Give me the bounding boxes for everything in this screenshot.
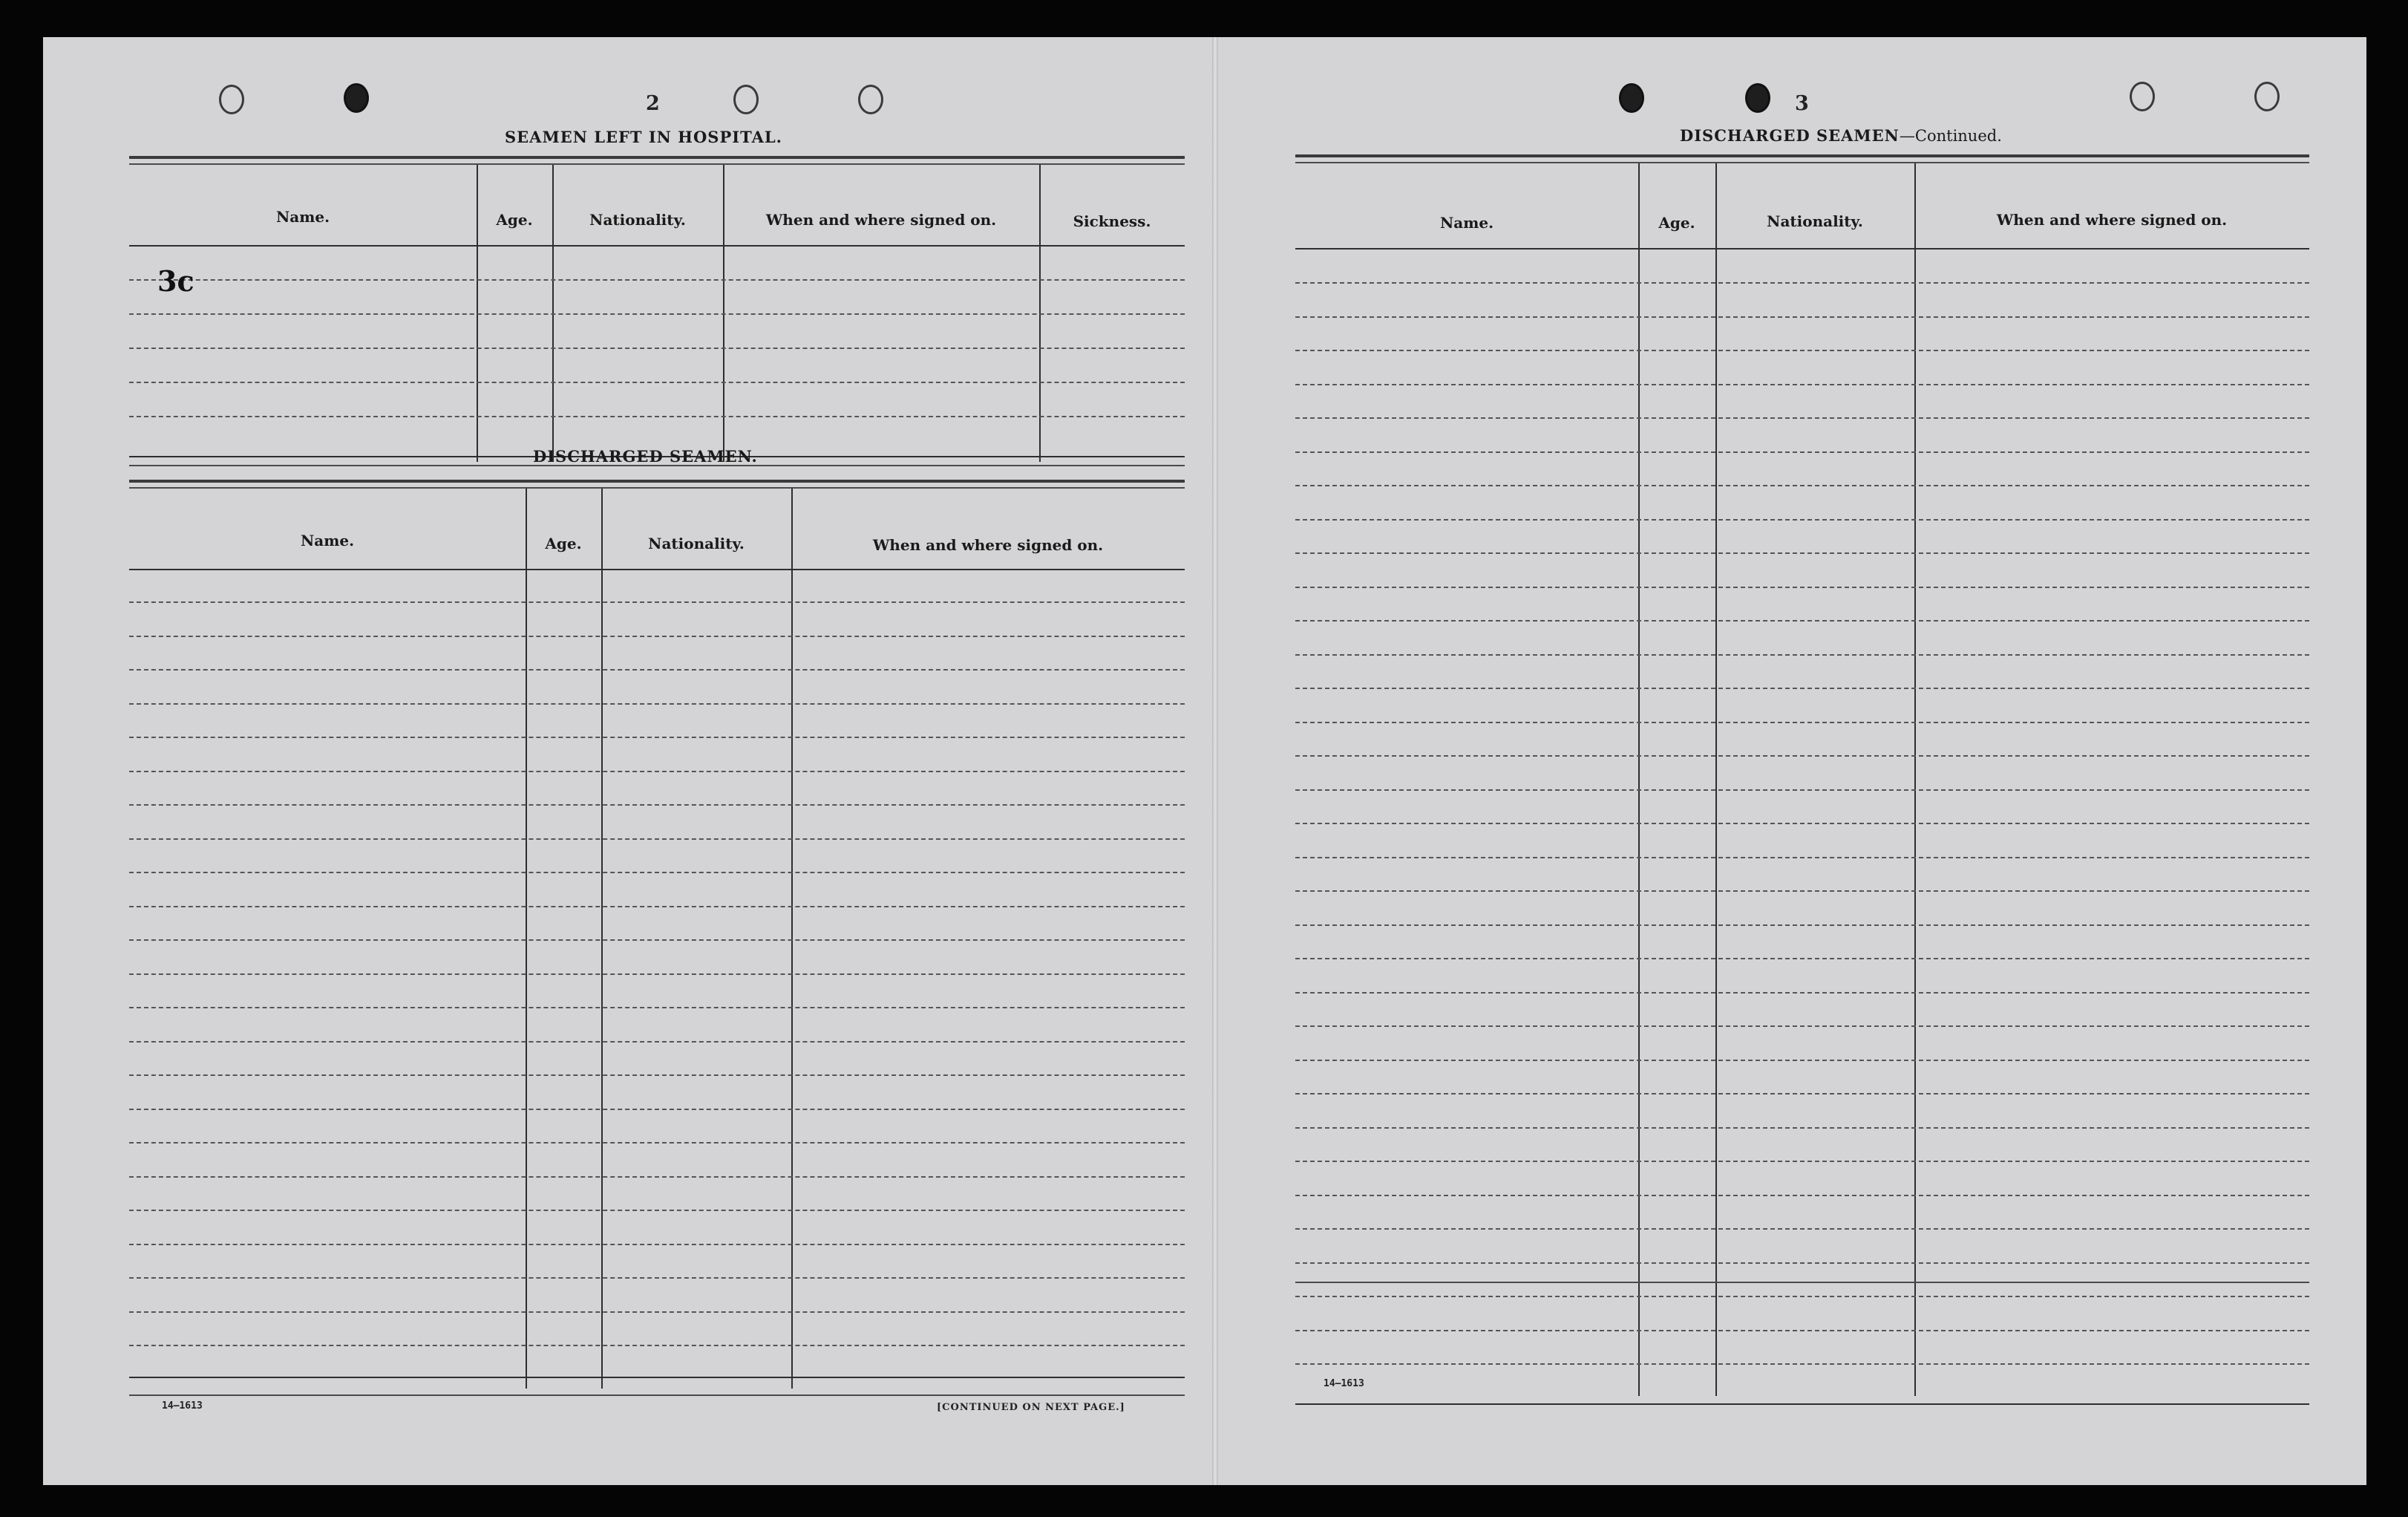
punch-hole-icon [858,85,883,114]
column-header-nationality: Nationality. [589,211,686,229]
header-rule [1295,154,2309,157]
entry-line [129,1277,1185,1279]
page-number: 3 [1795,92,1809,115]
entry-line [129,1109,1185,1110]
title-text: DISCHARGED SEAMEN [1680,126,1900,145]
entry-line [129,872,1185,873]
entry-line [1295,1093,2309,1094]
hospital-table [129,165,1185,462]
column-header-name: Name. [1439,214,1494,232]
entry-line [1295,1228,2309,1230]
discharged-section-title: DISCHARGED SEAMEN. [533,447,758,466]
entry-line [129,1176,1185,1178]
page-number: 2 [646,92,660,115]
entry-line [129,737,1185,738]
punch-hole-icon [2130,82,2155,111]
column-header-age: Age. [1658,214,1695,232]
entry-line [1295,1025,2309,1027]
entry-line [1295,958,2309,959]
book-spine [1212,37,1218,1485]
entry-line [1295,722,2309,723]
entry-line [1295,1296,2309,1297]
column-header-age: Age. [545,535,582,552]
column-header-nationality: Nationality. [648,535,745,552]
header-rule [129,156,1185,159]
entry-line [129,838,1185,840]
column-header-nationality: Nationality. [1767,212,1863,230]
title-suffix: —Continued. [1899,127,2002,145]
entry-line [129,1244,1185,1245]
table-bottom-rule [129,1394,1185,1396]
entry-line [129,906,1185,907]
form-number: 14—1613 [162,1400,203,1412]
entry-line [129,1074,1185,1076]
entry-line [129,973,1185,975]
continued-note: [CONTINUED ON NEXT PAGE.] [937,1402,1125,1413]
entry-line [129,1142,1185,1144]
entry-line [1295,316,2309,318]
margin-mark: 3c [157,264,194,298]
entry-line [1295,282,2309,284]
header-rule [129,480,1185,483]
entry-line [1295,1363,2309,1365]
discharged-table [129,489,1185,1389]
entry-line [1295,1195,2309,1196]
entry-line [1295,587,2309,588]
form-number: 14—1613 [1324,1378,1364,1389]
entry-line [1295,552,2309,554]
entry-line [1295,890,2309,892]
column-header-signed-on: When and where signed on. [765,211,997,229]
entry-line [129,1041,1185,1043]
column-header-sickness: Sickness. [1073,212,1151,230]
form-sheet [43,37,2366,1485]
entry-line [129,1345,1185,1346]
column-header-signed-on: When and where signed on. [872,536,1104,554]
entry-line [1295,789,2309,791]
discharged-continued-table [1295,163,2309,1396]
entry-line [129,703,1185,705]
entry-line [129,1007,1185,1008]
entry-line [1295,451,2309,453]
column-header-name: Name. [275,208,330,226]
entry-line [1295,1060,2309,1061]
entry-line [129,804,1185,806]
right-page [1218,37,2366,1485]
entry-line [1295,620,2309,622]
entry-line [1295,654,2309,656]
entry-line [129,669,1185,671]
entry-line [1295,857,2309,858]
entry-line [129,771,1185,772]
column-header-name: Name. [300,532,355,549]
punch-hole-icon [219,85,244,114]
punch-hole-icon [344,83,369,113]
column-header-signed-on: When and where signed on. [1996,211,2228,229]
entry-line [1295,485,2309,486]
punch-hole-icon [733,85,759,114]
hospital-section-title: SEAMEN LEFT IN HOSPITAL. [505,128,782,146]
punch-hole-icon [2254,82,2280,111]
entry-line [129,636,1185,637]
entry-line [1295,823,2309,824]
entry-line [1295,924,2309,926]
entry-line [1295,688,2309,689]
entry-line [1295,1262,2309,1264]
entry-line [1295,350,2309,351]
left-page [43,37,1212,1485]
entry-line [129,1311,1185,1313]
entry-line [1295,417,2309,419]
table-bottom-rule [1295,1282,2309,1283]
entry-line [1295,992,2309,994]
discharged-continued-title [1680,126,2002,145]
column-header-age: Age. [496,211,533,229]
entry-line [129,1210,1185,1211]
punch-hole-icon [1745,83,1770,113]
entry-line [129,939,1185,941]
entry-line [129,601,1185,603]
entry-line [1295,755,2309,757]
entry-line [1295,384,2309,385]
entry-line [1295,1330,2309,1331]
entry-line [1295,1127,2309,1129]
entry-line [1295,519,2309,521]
entry-line [1295,1161,2309,1162]
punch-hole-icon [1619,83,1644,113]
